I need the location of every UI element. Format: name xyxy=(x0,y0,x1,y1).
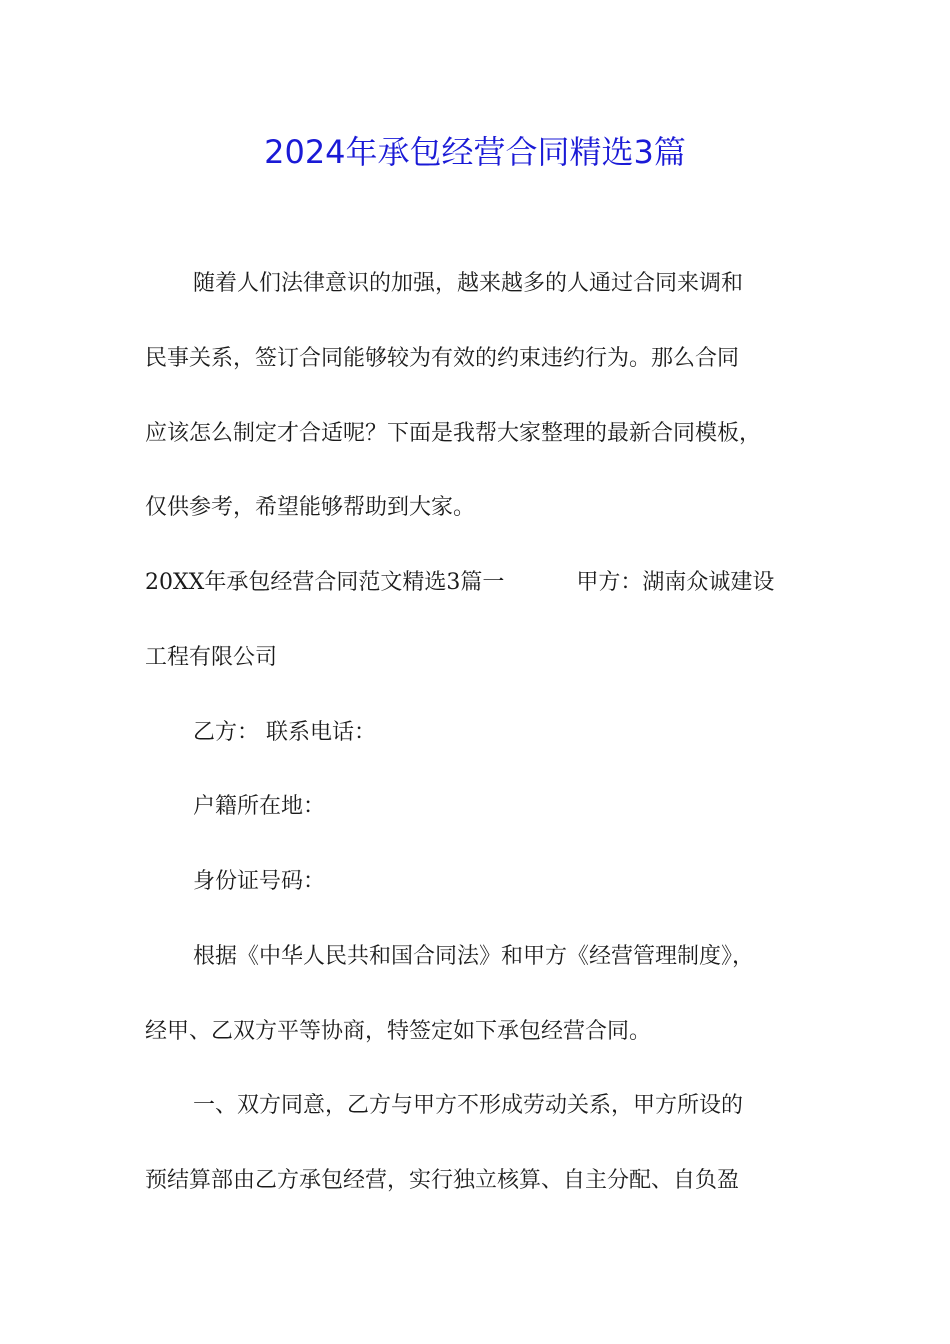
intro-line-1: 随着人们法律意识的加强，越来越多的人通过合同来调和 xyxy=(193,271,744,296)
party-b-line: 乙方： 联系电话： xyxy=(193,720,376,745)
party-a-label: 甲方：湖南众诚建设 xyxy=(576,570,775,595)
intro-line-4: 仅供参考，希望能够帮助到大家。 xyxy=(145,495,476,520)
section-heading-line xyxy=(145,567,774,599)
clause-1-line-2: 预结算部由乙方承包经营，实行独立核算、自主分配、自负盈 xyxy=(145,1168,740,1193)
intro-line-3: 应该怎么制定才合适呢？下面是我帮大家整理的最新合同模板， xyxy=(145,421,762,446)
basis-line-2: 经甲、乙双方平等协商，特签定如下承包经营合同。 xyxy=(145,1019,652,1044)
intro-line-2: 民事关系，签订合同能够较为有效的约束违约行为。那么合同 xyxy=(145,346,740,371)
document-title: 2024年承包经营合同精选3篇 xyxy=(264,133,686,171)
id-number-line: 身份证号码： xyxy=(193,869,326,894)
household-line: 户籍所在地： xyxy=(193,794,326,819)
basis-line-1: 根据《中华人民共和国合同法》和甲方《经营管理制度》， xyxy=(193,944,755,969)
clause-1-line-1: 一、双方同意，乙方与甲方不形成劳动关系，甲方所设的 xyxy=(193,1093,744,1118)
section-heading: 20XX年承包经营合同范文精选3篇一 xyxy=(145,570,505,595)
party-a-name-continued: 工程有限公司 xyxy=(145,645,278,670)
